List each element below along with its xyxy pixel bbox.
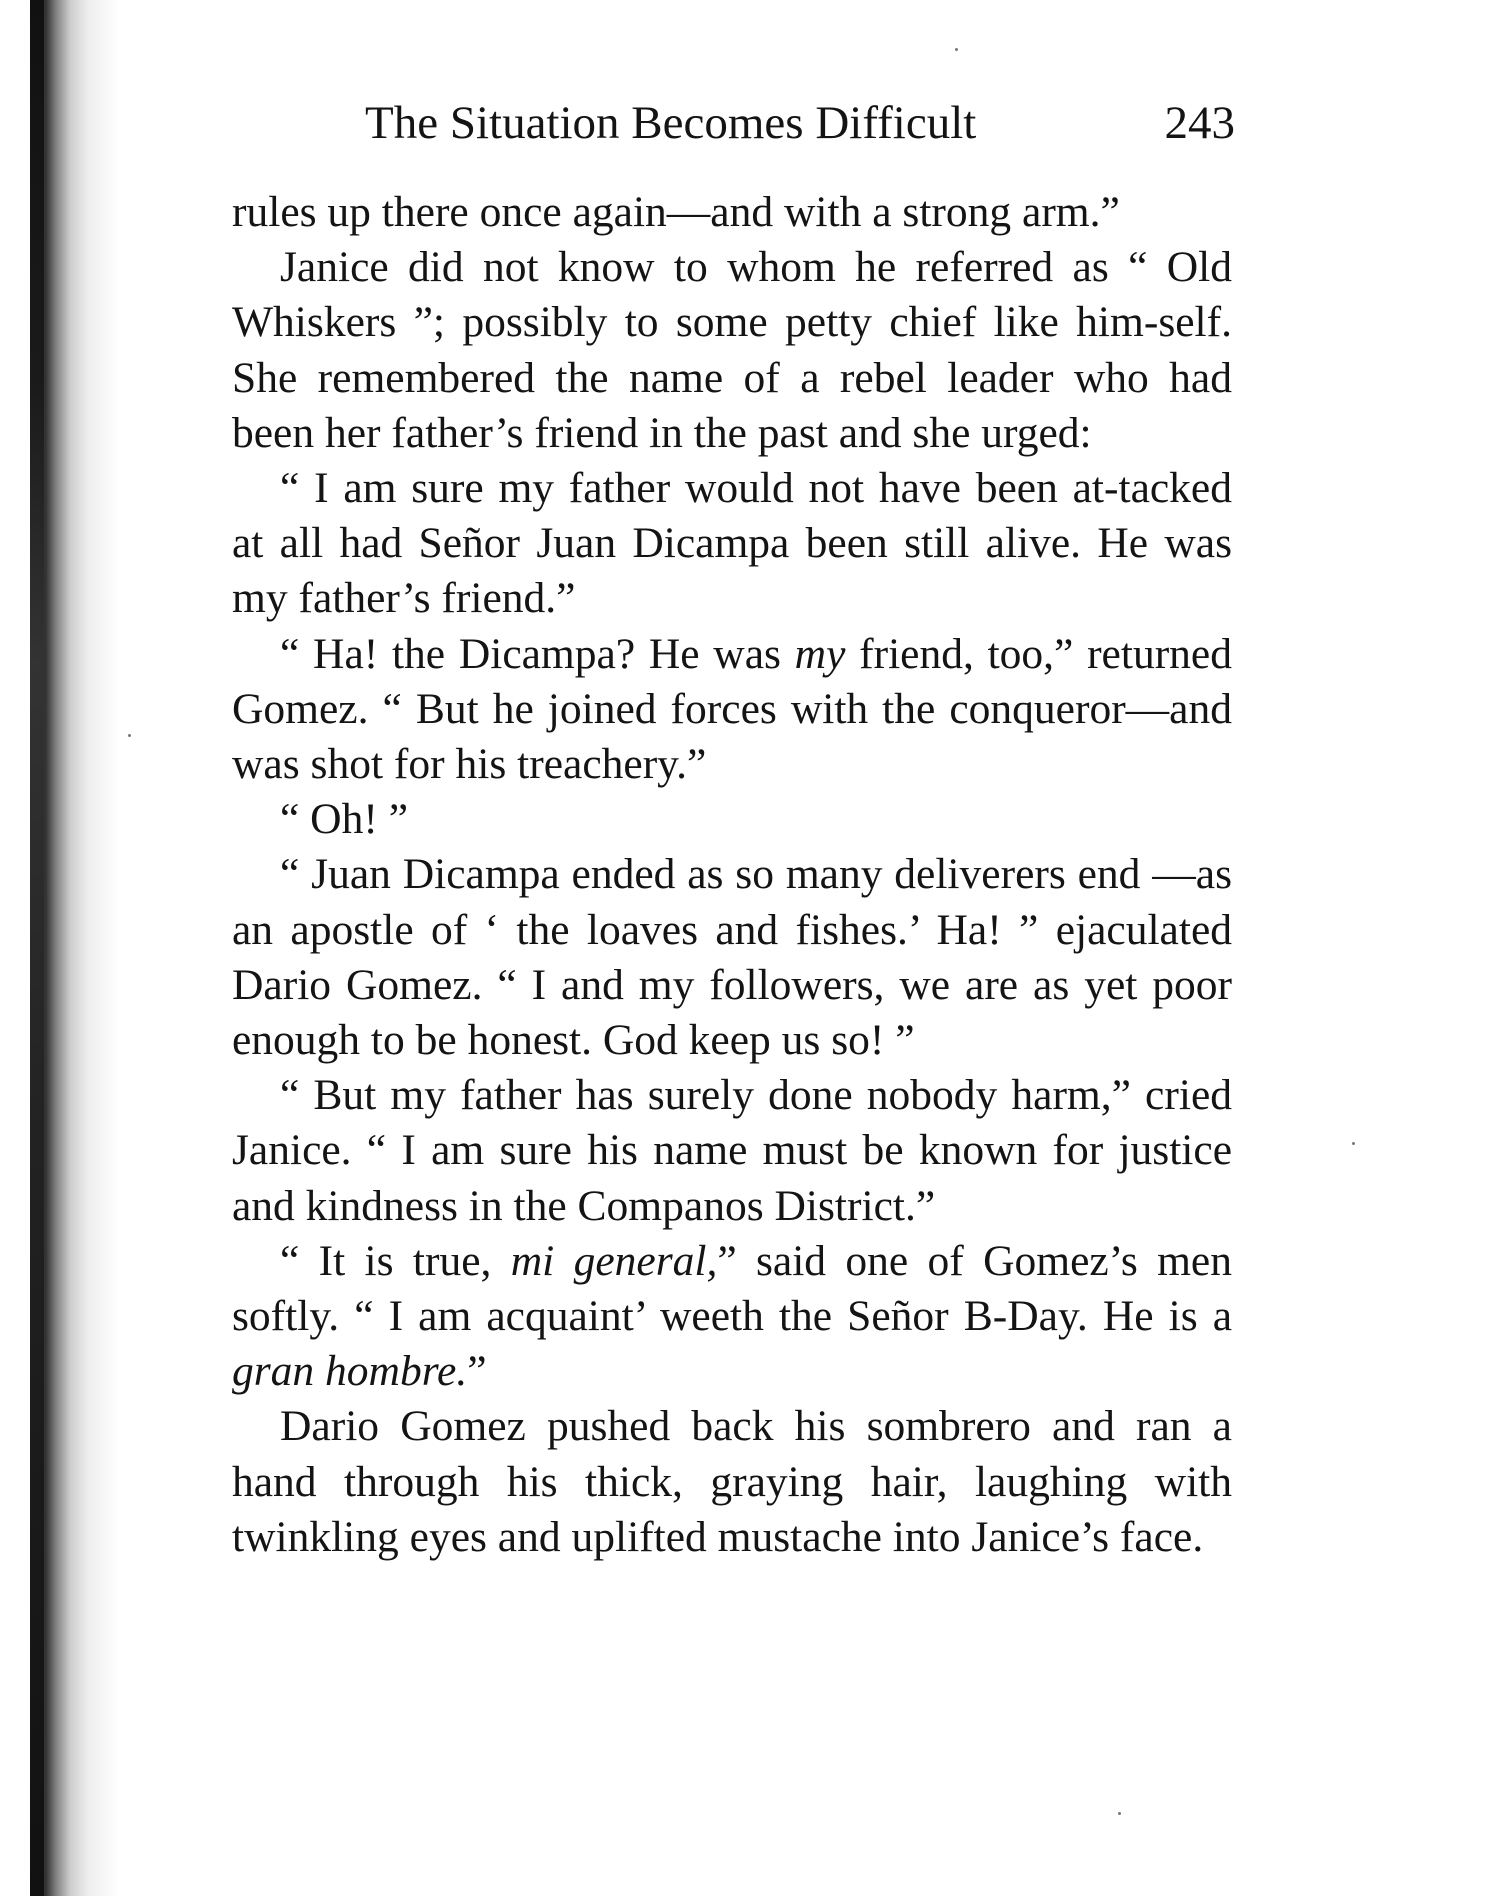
paragraph-1 [232, 185, 1232, 240]
paragraph-7 [232, 1068, 1232, 1234]
page-header [365, 96, 1235, 166]
binding-edge [30, 0, 44, 1896]
paragraph-text: Janice did not know to whom he referred as “ Old Whiskers ”; possibly to some petty chief like him-self. She remembered the name of a rebel leader who had been her father’s friend in the past and she urged: [232, 243, 1232, 457]
italic-text: mi general, [510, 1236, 718, 1285]
paragraph-text: “ Oh! ” [280, 795, 409, 844]
paragraph-text: ” [467, 1347, 487, 1396]
paragraph-4 [232, 627, 1232, 793]
paragraph-text: “ It is true, [280, 1236, 511, 1285]
paragraph-text: “ But my father has surely done nobody harm,” cried Janice. “ I am sure his name must be known for justice and kindness in the Companos District.” [232, 1071, 1232, 1230]
page-number: 243 [1164, 97, 1235, 149]
paragraph-text: “ I am sure my father would not have been at-tacked at all had Señor Juan Dicampa been still alive. He was my father’s friend.” [232, 464, 1232, 623]
paragraph-text: ” said one of Gomez’s men softly. “ I am acquaint’ weeth the Señor B-Day. He is a [232, 1236, 1232, 1341]
paper-speck [128, 734, 131, 737]
paragraph-text: “ Juan Dicampa ended as so many deliverers end —as an apostle of ‘ the loaves and fishes.’ Ha! ” ejaculated Dario Gomez. “ I and my followers, we are as yet poor enough to be honest. God keep us so! ” [232, 850, 1232, 1065]
paper-speck [1352, 1142, 1355, 1145]
paragraph-text: friend, too,” returned Gomez. “ But he joined forces with the conqueror—and was shot for his treachery.” [232, 629, 1232, 789]
paragraph-5 [232, 792, 1232, 847]
body-text [232, 185, 1232, 1565]
paragraph-3 [232, 461, 1232, 627]
paragraph-text: rules up there once again—and with a strong arm.” [232, 188, 1120, 236]
running-title: The Situation Becomes Difficult [365, 97, 977, 149]
paragraph-6 [232, 847, 1232, 1068]
italic-text: gran hombre. [232, 1347, 468, 1396]
paper-speck [955, 48, 958, 51]
paragraph-8 [232, 1234, 1232, 1400]
paper-speck [1118, 1812, 1121, 1815]
italic-text: my [794, 629, 846, 678]
paragraph-9 [232, 1399, 1232, 1565]
binding-shadow [0, 0, 120, 1896]
paragraph-text: Dario Gomez pushed back his sombrero and ran a hand through his thick, graying hair, laughing with twinkling eyes and uplifted mustache into Janice’s face. [232, 1402, 1232, 1561]
paragraph-2 [232, 240, 1232, 461]
paragraph-text: “ Ha! the Dicampa? He was [280, 629, 795, 678]
